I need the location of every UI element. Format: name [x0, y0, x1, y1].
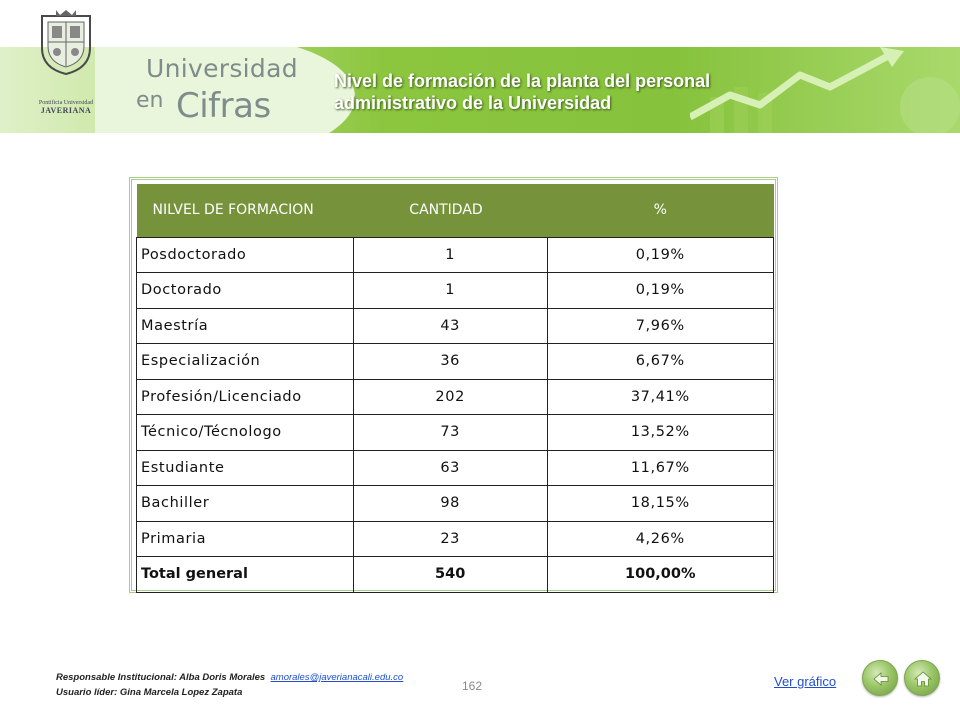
- ver-grafico-link[interactable]: Ver gráfico: [774, 674, 837, 689]
- brand-line1: Universidad: [146, 54, 298, 83]
- back-button[interactable]: [862, 660, 898, 696]
- cell-nivel: Bachiller: [137, 486, 354, 522]
- page-title-line2: administrativo de la Universidad: [334, 93, 612, 113]
- column-header-nivel: NILVEL DE FORMACION: [137, 184, 354, 237]
- column-header-percent: %: [547, 184, 773, 237]
- crest-caption-small: Pontificia Universidad: [38, 100, 94, 106]
- cell-cantidad: 202: [353, 379, 547, 415]
- cell-cantidad: 43: [353, 308, 547, 344]
- column-header-cantidad: CANTIDAD: [353, 184, 547, 237]
- brand-line2-en: en: [136, 88, 164, 113]
- cell-percent: 37,41%: [547, 379, 773, 415]
- cell-nivel: Estudiante: [137, 450, 354, 486]
- home-button[interactable]: [904, 660, 940, 696]
- crest-caption: [30, 100, 102, 116]
- footer-responsable-label: Responsable Institucional: Alba Doris Morales: [56, 672, 266, 683]
- cell-cantidad: 1: [353, 273, 547, 309]
- table-row: [137, 308, 774, 344]
- cell-nivel: Profesión/Licenciado: [137, 379, 354, 415]
- cell-percent: 7,96%: [547, 308, 773, 344]
- cell-cantidad: 73: [353, 415, 547, 451]
- table-row: [137, 450, 774, 486]
- cell-cantidad: 1: [353, 237, 547, 273]
- table-row: [137, 237, 774, 273]
- cell-cantidad: 98: [353, 486, 547, 522]
- cell-percent: 0,19%: [547, 237, 773, 273]
- cell-total-label: Total general: [137, 557, 354, 593]
- table-header-row: [137, 184, 774, 237]
- table-row: [137, 521, 774, 557]
- home-icon: [913, 669, 933, 689]
- responsable-email-link[interactable]: amorales@javerianacali.edu.co: [270, 672, 404, 683]
- cell-nivel: Especialización: [137, 344, 354, 380]
- footer-credits: [56, 670, 403, 700]
- cell-total-cantidad: 540: [353, 557, 547, 593]
- cell-cantidad: 63: [353, 450, 547, 486]
- footer-usuario: Usuario líder: Gina Marcela Lopez Zapata: [56, 687, 243, 698]
- formation-table: [136, 184, 774, 593]
- cell-nivel: Técnico/Técnologo: [137, 415, 354, 451]
- cell-nivel: Maestría: [137, 308, 354, 344]
- cell-percent: 0,19%: [547, 273, 773, 309]
- cell-percent: 11,67%: [547, 450, 773, 486]
- back-arrow-icon: [871, 669, 891, 689]
- table-row: [137, 415, 774, 451]
- cell-percent: 18,15%: [547, 486, 773, 522]
- cell-percent: 4,26%: [547, 521, 773, 557]
- table-row: [137, 379, 774, 415]
- crest-caption-big: JAVERIANA: [40, 106, 92, 115]
- university-crest-icon: [38, 10, 94, 76]
- page-title-line1: Nivel de formación de la planta del personal: [334, 71, 711, 91]
- page-number: 162: [462, 679, 483, 693]
- cell-nivel: Posdoctorado: [137, 237, 354, 273]
- cell-percent: 13,52%: [547, 415, 773, 451]
- table-row: [137, 344, 774, 380]
- cell-percent: 6,67%: [547, 344, 773, 380]
- table-total-row: [137, 557, 774, 593]
- footer-responsable: [56, 670, 403, 685]
- cell-nivel: Primaria: [137, 521, 354, 557]
- cell-cantidad: 23: [353, 521, 547, 557]
- table-frame: [129, 177, 778, 593]
- cell-nivel: Doctorado: [137, 273, 354, 309]
- brand-line2-cifras: Cifras: [176, 86, 271, 126]
- table-row: [137, 486, 774, 522]
- cell-total-percent: 100,00%: [547, 557, 773, 593]
- table-row: [137, 273, 774, 309]
- cell-cantidad: 36: [353, 344, 547, 380]
- page-title: [334, 70, 794, 114]
